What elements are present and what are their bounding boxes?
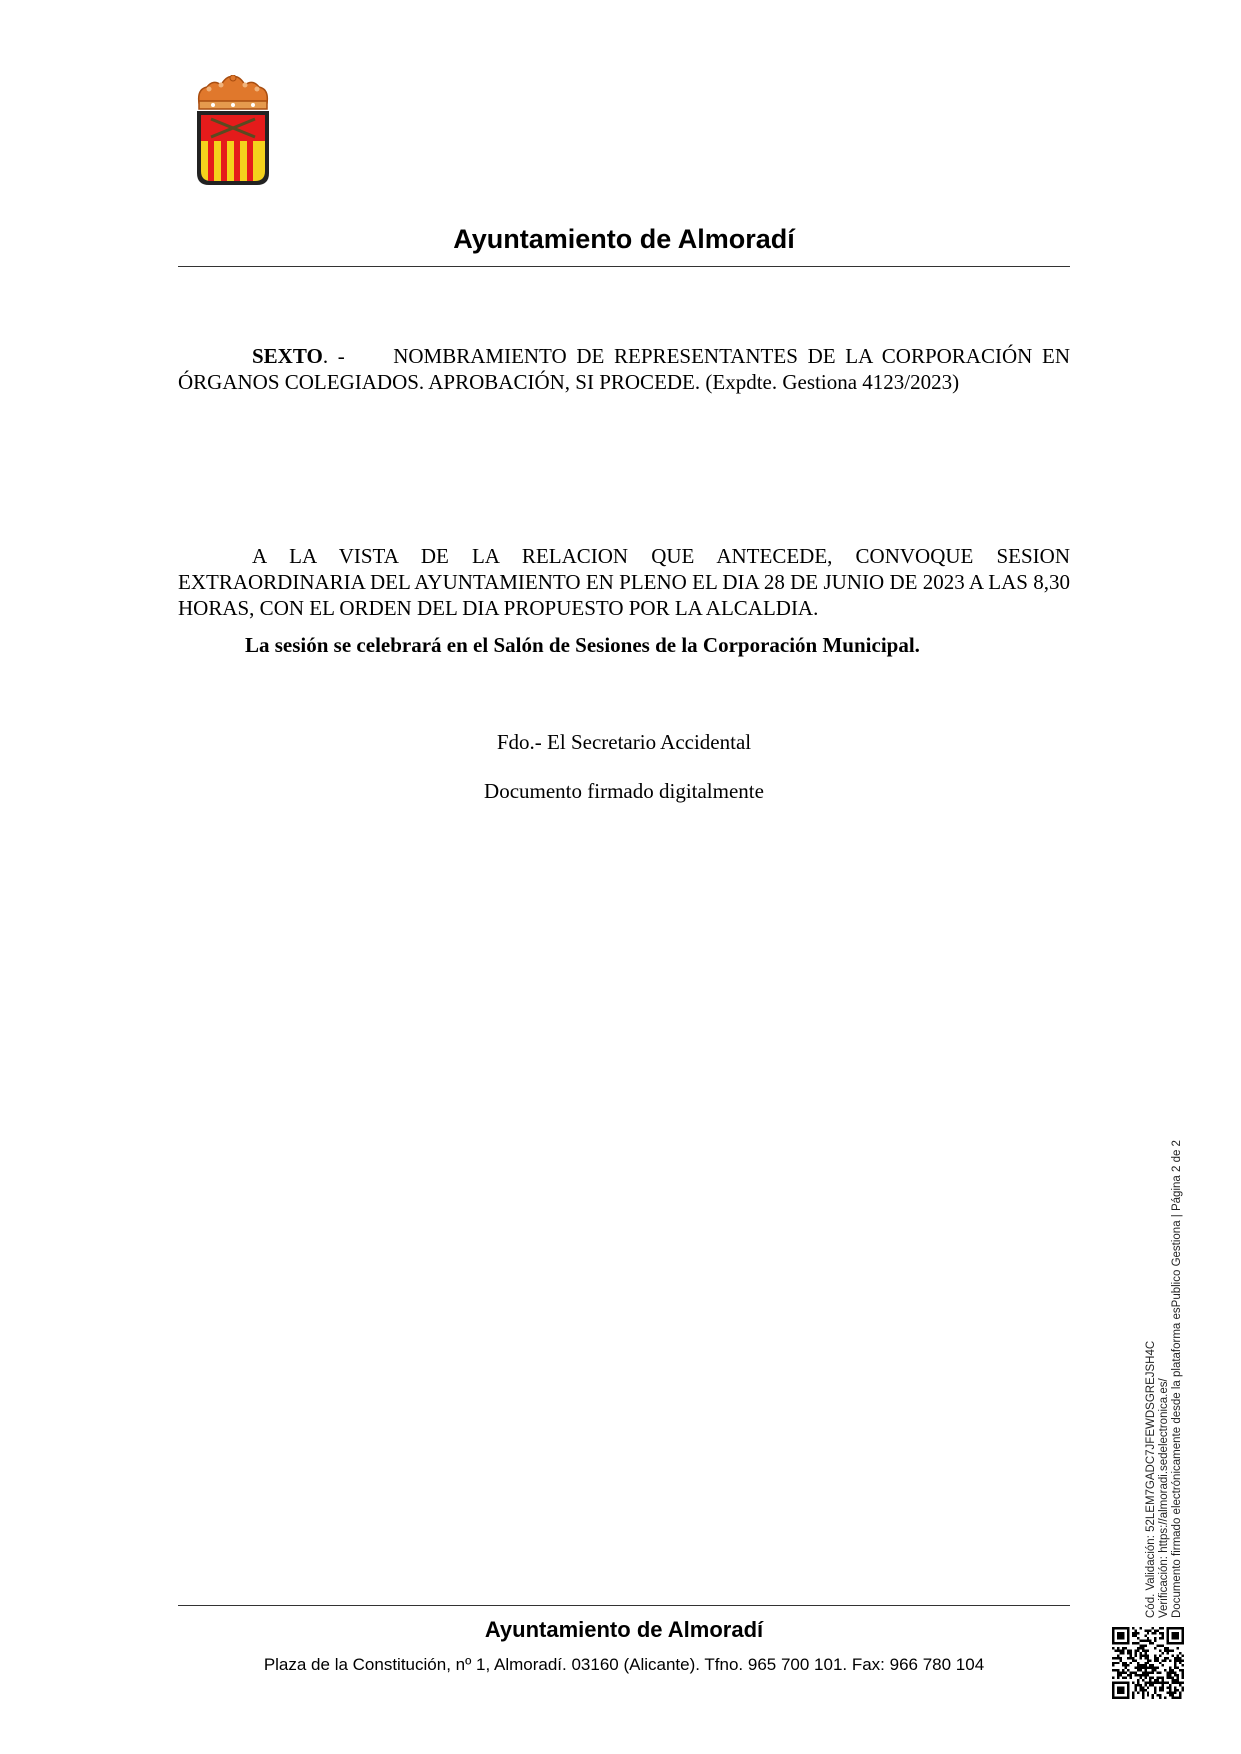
footer-divider — [178, 1605, 1070, 1606]
footer-address: Plaza de la Constitución, nº 1, Almoradí. 03160 (Alicante). Tfno. 965 700 101. Fax: 966 780 104 — [263, 1655, 985, 1674]
crown-icon — [199, 75, 268, 109]
verification-url[interactable]: Verificación: https://almoradi.sedelectronica.es/ — [1158, 1378, 1170, 1618]
coat-of-arms — [193, 75, 273, 187]
digital-signature-note: Documento firmado digitalmente — [484, 779, 764, 803]
page-title: Ayuntamiento de Almoradí — [453, 224, 795, 254]
qr-code-icon — [1112, 1627, 1184, 1699]
convocation-paragraph — [178, 543, 1070, 621]
agenda-item — [178, 343, 1070, 395]
agenda-item-title: NOMBRAMIENTO DE REPRESENTANTES DE LA CORPORACIÓN EN ÓRGANOS COLEGIADOS. APROBACIÓN, SI PROCEDE. (Expdte. Gestiona 4123/2023) — [178, 344, 1070, 394]
platform-note: Documento firmado electrónicamente desde la plataforma esPublico Gestiona | Página 2 de 2 — [1171, 1140, 1183, 1618]
shield-icon — [197, 111, 269, 185]
agenda-item-label: SEXTO — [252, 344, 323, 368]
validation-code: Cód. Validación: 52LEM7GADC7JFEWDSGREJSH4C — [1145, 1340, 1157, 1618]
session-location-note: La sesión se celebrará en el Salón de Sesiones de la Corporación Municipal. — [245, 633, 920, 657]
convocation-text: A LA VISTA DE LA RELACION QUE ANTECEDE, CONVOQUE SESION EXTRAORDINARIA DEL AYUNTAMIENTO EN PLENO EL DIA 28 DE JUNIO DE 2023 A LAS 8,30 HORAS, CON EL ORDEN DEL DIA PROPUESTO POR LA ALCALDIA. — [178, 544, 1070, 620]
footer-title: Ayuntamiento de Almoradí — [484, 1617, 764, 1642]
header-divider — [178, 266, 1070, 267]
agenda-item-label-suffix: . - — [322, 344, 345, 368]
signature-line: Fdo.- El Secretario Accidental — [496, 730, 752, 754]
verification-stamp — [1145, 1098, 1184, 1618]
